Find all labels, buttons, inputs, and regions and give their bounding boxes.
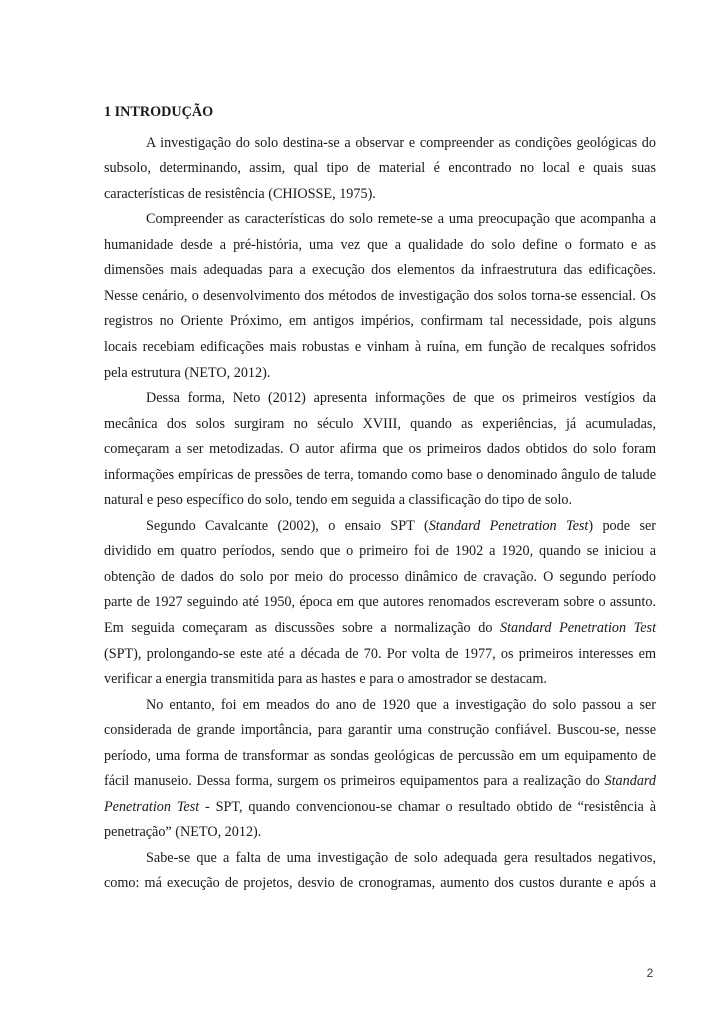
text-line: Penetration Test - SPT, quando convencionou-se chamar o resultado obtido de “resistência à <box>104 798 656 815</box>
page-number: 2 <box>646 966 654 980</box>
italic-term: Standard Penetration Test <box>428 517 589 534</box>
text-line: parte de 1927 seguindo até 1950, época em que autores renomados escreveram sobre o assunto. <box>104 594 656 611</box>
text-line: Compreender as características do solo remete-se a uma preocupação que acompanha a <box>146 211 656 228</box>
italic-term: Standard Penetration Test <box>500 619 657 636</box>
text-line: subsolo, determinando, assim, qual tipo de material é encontrado no local e quais suas <box>104 160 656 177</box>
paragraph <box>104 386 656 514</box>
text-line: Dessa forma, Neto (2012) apresenta informações de que os primeiros vestígios da <box>146 390 656 407</box>
text-line: informações empíricas de pressões de terra, tomando como base o denominado ângulo de talude <box>104 466 656 483</box>
text-line: Nesse cenário, o desenvolvimento dos métodos de investigação dos solos torna-se essencial. Os <box>104 287 656 304</box>
text-line: Segundo Cavalcante (2002), o ensaio SPT (Standard Penetration Test) pode ser <box>146 517 656 534</box>
text-line: natural e peso específico do solo, tendo em seguida a classificação do tipo de solo. <box>104 492 573 509</box>
text-line: registros no Oriente Próximo, em antigos impérios, confirmam tal necessidade, pois alguns <box>104 313 656 330</box>
text-line: Sabe-se que a falta de uma investigação de solo adequada gera resultados negativos, <box>146 849 656 866</box>
text-line: dividido em quatro períodos, sendo que o primeiro foi de 1902 a 1920, quando se iniciou a <box>104 543 656 560</box>
text-line: penetração” (NETO, 2012). <box>104 824 262 841</box>
italic-term: Standard <box>604 773 656 790</box>
paragraph <box>104 693 656 846</box>
italic-term: Penetration Test <box>104 798 200 815</box>
text-line: mecânica dos solos surgiram no século XVIII, quando as experiências, já acumuladas, <box>104 415 656 432</box>
text-line: como: má execução de projetos, desvio de cronogramas, aumento dos custos durante e após a <box>104 875 656 892</box>
section-heading: 1 INTRODUÇÃO <box>104 104 214 120</box>
text-line: Em seguida começaram as discussões sobre a normalização do Standard Penetration Test <box>104 619 657 636</box>
text-line: A investigação do solo destina-se a observar e compreender as condições geológicas do <box>146 134 656 151</box>
text-line: (SPT), prolongando-se este até a década de 70. Por volta de 1977, os primeiros interesses em <box>104 645 656 662</box>
paragraph <box>104 514 656 693</box>
text-line: No entanto, foi em meados do ano de 1920 que a investigação do solo passou a ser <box>146 696 656 713</box>
body-text <box>104 131 656 897</box>
text-line: começaram a ser metodizadas. O autor afirma que os primeiros dados obtidos do solo foram <box>104 441 656 458</box>
text-line: verificar a energia transmitida para as hastes e para o amostrador se destacam. <box>104 671 547 688</box>
text-line: fácil manuseio. Dessa forma, surgem os primeiros equipamentos para a realização do Standard <box>104 773 656 790</box>
paragraph <box>104 131 656 208</box>
page-content <box>104 100 656 897</box>
text-line: características de resistência (CHIOSSE, 1975). <box>104 185 376 202</box>
paragraph <box>104 207 656 386</box>
text-line: dimensões mais adequadas para a execução dos elementos da infraestrutura das edificações. <box>104 262 656 279</box>
text-line: pela estrutura (NETO, 2012). <box>104 364 271 381</box>
paragraph <box>104 846 656 897</box>
text-line: considerada de grande importância, para garantir uma construção confiável. Buscou-se, nesse <box>104 722 656 739</box>
text-line: locais recebiam edificações mais robustas e vinham à ruína, em função de recalques sofridos <box>104 338 656 355</box>
text-line: humanidade desde a pré-história, uma vez que a qualidade do solo define o formato e as <box>104 236 656 253</box>
text-line: obtenção de dados do solo por meio do processo dinâmico de cravação. O segundo período <box>104 568 656 585</box>
text-line: período, uma forma de transformar as sondas geológicas de percussão em um equipamento de <box>104 747 656 764</box>
